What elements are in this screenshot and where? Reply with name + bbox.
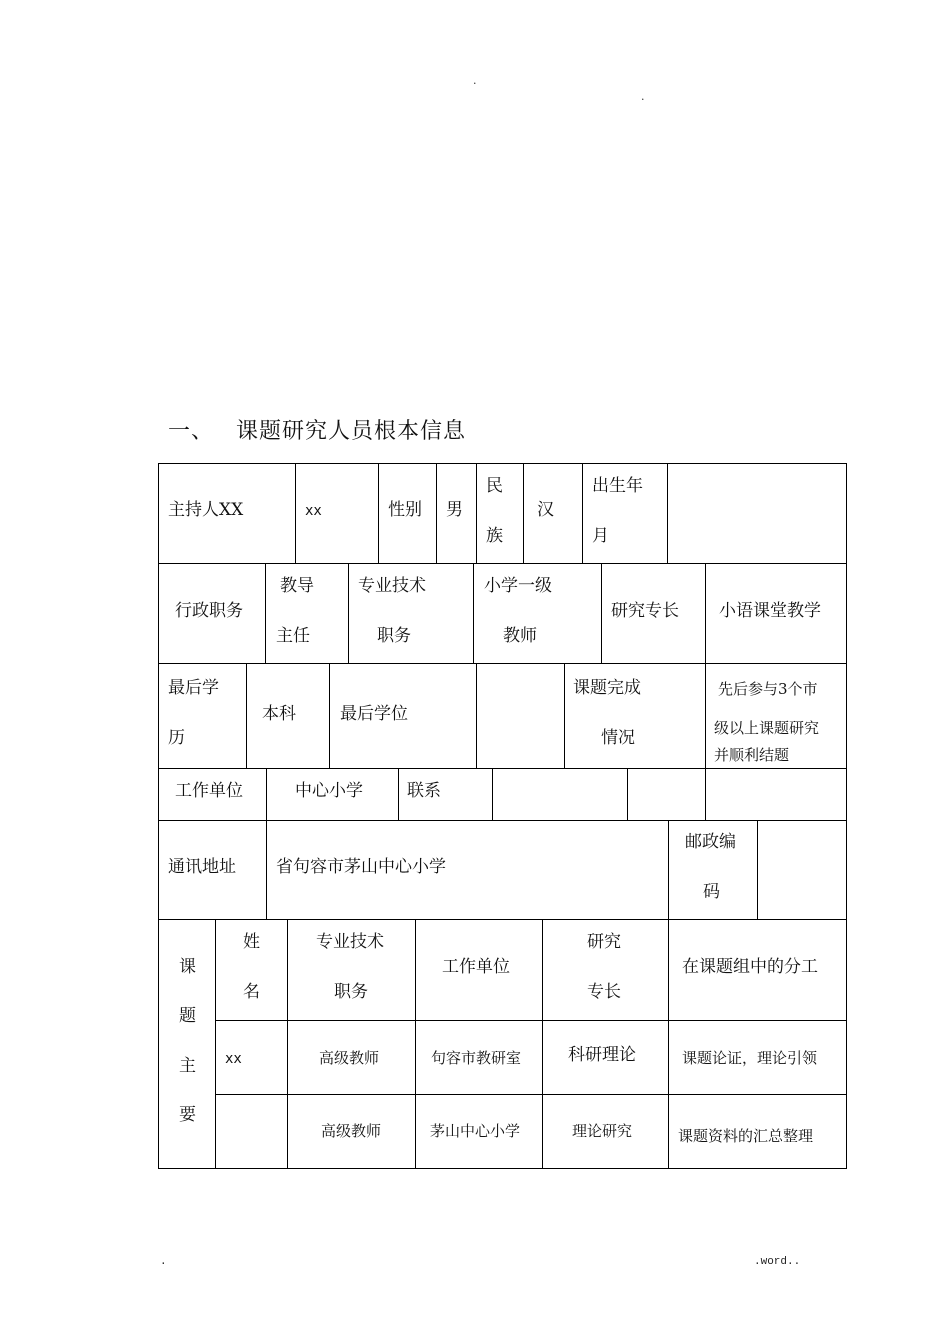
pro-title-label-line1: 专业技术 <box>358 576 426 596</box>
members-side-label-char: 要 <box>179 1105 196 1125</box>
specialty-value: 小语课堂教学 <box>719 601 821 621</box>
completion-label-line2: 情况 <box>601 728 635 748</box>
row-divider <box>158 563 847 564</box>
member-2-specialty: 理论研究 <box>572 1122 633 1140</box>
member-1-title: 高级教师 <box>319 1049 380 1067</box>
col-divider <box>757 820 758 919</box>
completion-value-line3: 并顺利结题 <box>714 746 790 764</box>
education-label-line1: 最后学 <box>168 678 219 698</box>
member-header-unit: 工作单位 <box>442 957 510 977</box>
work-unit-label: 工作单位 <box>175 781 243 801</box>
member-1-unit: 句容市教研室 <box>431 1049 522 1067</box>
col-divider <box>287 919 288 1169</box>
footer-word-label: .word.. <box>754 1256 801 1268</box>
col-divider <box>668 919 669 1169</box>
col-divider <box>436 463 437 563</box>
member-header-specialty-line2: 专长 <box>587 982 621 1002</box>
ethnic-label-line1: 民 <box>486 476 503 496</box>
birth-label-line2: 月 <box>592 526 609 546</box>
address-label: 通讯地址 <box>168 857 236 877</box>
col-divider <box>492 768 493 820</box>
ethnic-value: 汉 <box>537 500 554 520</box>
section-title: 课题研究人员根本信息 <box>236 419 467 444</box>
pro-title-value-line2: 教师 <box>503 626 537 646</box>
address-value: 省句容市茅山中心小学 <box>276 857 446 877</box>
member-header-title-line1: 专业技术 <box>316 932 384 952</box>
row-divider <box>158 919 847 920</box>
col-divider <box>266 820 267 919</box>
postal-label-line1: 邮政编 <box>685 832 736 852</box>
col-divider <box>398 768 399 820</box>
col-divider <box>265 563 266 663</box>
row-divider <box>158 768 847 769</box>
col-divider <box>378 463 379 563</box>
col-divider <box>668 820 669 919</box>
col-divider <box>415 919 416 1169</box>
admin-value-line2: 主任 <box>276 626 310 646</box>
education-value: 本科 <box>262 704 296 724</box>
member-2-role: 课题资料的汇总整理 <box>678 1127 814 1145</box>
col-divider <box>215 919 216 1169</box>
col-divider <box>542 919 543 1169</box>
member-header-title-line2: 职务 <box>334 982 368 1002</box>
col-divider <box>564 663 565 768</box>
member-1-role: 课题论证，理论引领 <box>682 1049 818 1067</box>
row-divider <box>158 820 847 821</box>
footer-left-dot: . <box>160 1256 167 1268</box>
postal-label-line2: 码 <box>703 882 720 902</box>
row-divider <box>215 1094 847 1095</box>
gender-label: 性别 <box>388 500 422 520</box>
pro-title-value-line1: 小学一级 <box>484 576 552 596</box>
col-divider <box>627 768 628 820</box>
member-1-name: xx <box>225 1051 242 1067</box>
member-2-unit: 茅山中心小学 <box>430 1122 521 1140</box>
completion-label-line1: 课题完成 <box>573 678 641 698</box>
member-header-name-line1: 姓 <box>243 932 260 952</box>
education-label-line2: 历 <box>168 728 185 748</box>
col-divider <box>667 463 668 563</box>
col-divider <box>246 663 247 768</box>
ethnic-label-line2: 族 <box>486 526 503 546</box>
members-side-label-char: 主 <box>179 1056 196 1076</box>
col-divider <box>295 463 296 563</box>
col-divider <box>582 463 583 563</box>
members-side-label-char: 课 <box>179 957 196 977</box>
col-divider <box>601 563 602 663</box>
pro-title-label-line2: 职务 <box>377 626 411 646</box>
col-divider <box>705 663 706 768</box>
col-divider <box>329 663 330 768</box>
section-number: 一、 <box>168 419 215 444</box>
col-divider <box>523 463 524 563</box>
row-divider <box>215 1020 847 1021</box>
col-divider <box>705 563 706 663</box>
host-value: xx <box>305 503 322 519</box>
member-2-title: 高级教师 <box>321 1122 382 1140</box>
contact-label: 联系 <box>407 781 441 801</box>
header-dot-2: . <box>641 90 645 103</box>
col-divider <box>705 768 706 820</box>
specialty-label: 研究专长 <box>611 601 679 621</box>
degree-label: 最后学位 <box>340 704 408 724</box>
gender-value: 男 <box>446 500 463 520</box>
completion-value-line1: 先后参与3个市 <box>718 680 818 698</box>
completion-value-line2: 级以上课题研究 <box>714 719 820 737</box>
col-divider <box>348 563 349 663</box>
birth-label-line1: 出生年 <box>592 476 643 496</box>
host-label: 主持人XX <box>168 500 244 520</box>
admin-value-line1: 教导 <box>280 576 314 596</box>
member-header-specialty-line1: 研究 <box>587 932 621 952</box>
col-divider <box>266 768 267 820</box>
members-side-label-char: 题 <box>179 1006 196 1026</box>
work-unit-value: 中心小学 <box>295 781 363 801</box>
col-divider <box>476 663 477 768</box>
row-divider <box>158 663 847 664</box>
col-divider <box>476 463 477 563</box>
section-heading <box>168 414 466 445</box>
member-header-role: 在课题组中的分工 <box>682 957 818 977</box>
member-header-name-line2: 名 <box>243 982 260 1002</box>
member-1-specialty: 科研理论 <box>568 1045 636 1065</box>
col-divider <box>473 563 474 663</box>
admin-label: 行政职务 <box>175 601 243 621</box>
header-dot-1: . <box>473 74 477 87</box>
